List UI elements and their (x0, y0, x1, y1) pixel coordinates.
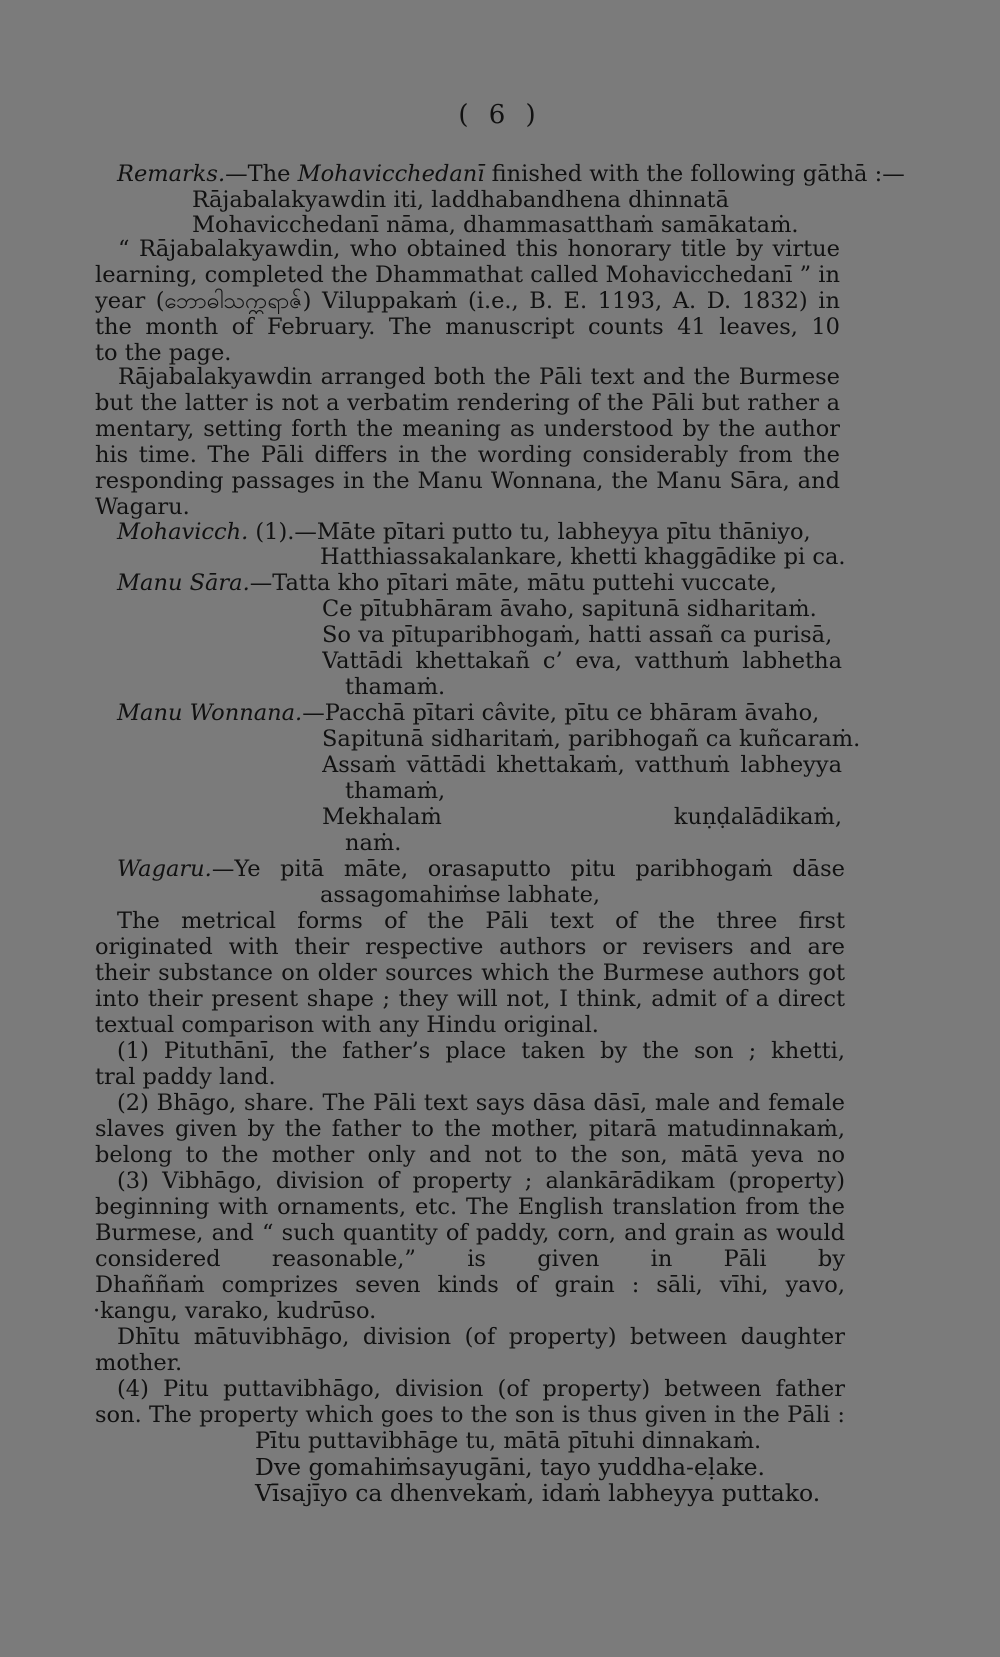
line-text: Sapitunā sidharitaṁ, paribhogañ ca kuñcaraṁ. (322, 726, 861, 752)
text-line (95, 1402, 845, 1428)
text-line (192, 212, 799, 238)
text-line (322, 752, 842, 778)
line-text: naṁ. (345, 830, 402, 856)
text-line (117, 700, 837, 726)
text-line (95, 442, 840, 468)
text-line (255, 1428, 775, 1454)
text-line (95, 1116, 845, 1142)
line-text: (2) Bhāgo, share. The Pāli text says dāsa dāsī, male and female (117, 1090, 845, 1116)
line-text: “ Rājabalakyawdin, who obtained this honorary title by virtue (118, 236, 840, 262)
line-text: Pītu puttavibhāge tu, mātā pītuhi dinnakaṁ. (255, 1428, 762, 1454)
section-lead: Manu Wonnana. (117, 700, 303, 726)
line-text: their substance on older sources which the Burmese authors got (95, 960, 845, 986)
text-line (95, 934, 845, 960)
line-text: Hatthiassakalankare, khetti khaggādike pi ca. (320, 544, 846, 570)
text-line (95, 1246, 845, 1272)
line-text: The metrical forms of the Pāli text of the three first (117, 908, 845, 934)
text-line (345, 778, 465, 804)
line-text: —The (225, 161, 298, 187)
text-line (320, 882, 620, 908)
line-text: responding passages in the Manu Wonnana, the Manu Sāra, and (95, 468, 840, 494)
line-text: —Tatta kho pītari māte, mātu puttehi vuccate, (249, 570, 777, 596)
text-line (322, 622, 832, 648)
text-line (118, 364, 840, 390)
line-text: (4) Pitu puttavibhāgo, division (of property) between father (117, 1376, 845, 1402)
text-line (95, 494, 215, 520)
line-text: belong to the mother only and not to the son, mātā yeva no (95, 1142, 845, 1168)
line-text: thamaṁ. (345, 674, 446, 700)
text-line (320, 544, 846, 570)
text-line (322, 648, 842, 674)
line-text: slaves given by the father to the mother, pitarā matudinnakaṁ, (95, 1116, 845, 1142)
line-text: Burmese, and “ such quantity of paddy, corn, and grain as would (95, 1220, 845, 1246)
text-line (192, 187, 732, 213)
text-line (95, 960, 845, 986)
text-line (95, 1194, 845, 1220)
text-line (322, 596, 822, 622)
line-text: Vīsajīyo ca dhenvekaṁ, idaṁ labheyya puttako. (255, 1479, 821, 1507)
text-line (322, 804, 842, 830)
text-line (95, 416, 840, 442)
text-line (95, 1272, 845, 1298)
line-text: son. The property which goes to the son is thus given in the Pāli : (95, 1402, 845, 1428)
line-text: Mohavicchedanī nāma, dhammasatthaṁ samākataṁ. (192, 212, 799, 238)
line-text: So va pītuparibhogaṁ, hatti assañ ca purisā, (322, 622, 833, 648)
section-lead: Wagaru. (117, 856, 212, 882)
line-text: Dve gomahiṁsayugāni, tayo yuddha-eḷake. (255, 1453, 766, 1481)
text-line (95, 986, 845, 1012)
line-text: the month of February. The manuscript counts 41 leaves, 10 (95, 314, 840, 340)
line-text: Mekhalaṁ kuṇḍalādikaṁ, (322, 804, 842, 830)
text-line (95, 1142, 845, 1168)
text-line (95, 314, 840, 340)
text-line (95, 262, 840, 288)
text-line (117, 1038, 845, 1064)
line-text: Ce pītubhāram āvaho, sapitunā sidharitaṁ. (322, 596, 817, 622)
line-text: finished with the following gāthā :— (484, 161, 905, 187)
text-line (95, 288, 840, 314)
text-line (95, 340, 295, 366)
line-text: tral paddy land. (95, 1064, 276, 1090)
line-text: but the latter is not a verbatim rendering of the Pāli but rather a (95, 390, 840, 416)
line-text: originated with their respective authors or revisers and are (95, 934, 845, 960)
line-text: —Ye pitā māte, orasaputto pitu paribhogaṁ dāse (211, 856, 845, 882)
line-text: (1) Pituthānī, the father’s place taken by the son ; khetti, (117, 1038, 845, 1064)
text-line (93, 1298, 393, 1324)
line-text: learning, completed the Dhammathat called Mohavicchedanī ” in (95, 262, 840, 288)
line-text: beginning with ornaments, etc. The English translation from the (95, 1194, 845, 1220)
line-text: textual comparison with any Hindu original. (95, 1012, 599, 1038)
text-line (255, 1479, 821, 1507)
line-text: to the page. (95, 340, 232, 366)
line-text: Dhītu mātuvibhāgo, division (of property) between daughter (117, 1324, 845, 1350)
text-line (118, 236, 840, 262)
text-line (117, 161, 905, 187)
line-text: Assaṁ vāttādi khettakaṁ, vatthuṁ labheyya (322, 752, 842, 778)
section-lead: Mohavicch. (117, 519, 249, 545)
text-line (345, 674, 465, 700)
text-line (117, 1376, 845, 1402)
text-line (117, 519, 837, 545)
text-line (95, 1220, 845, 1246)
text-line (117, 856, 845, 882)
line-text: ·kangu, varako, kudrūso. (93, 1298, 377, 1324)
line-text: mother. (95, 1350, 183, 1376)
line-text: his time. The Pāli differs in the wording considerably from the (95, 442, 840, 468)
line-text: into their present shape ; they will not, I think, admit of a direct (95, 986, 845, 1012)
text-line (117, 908, 845, 934)
text-line (117, 570, 837, 596)
line-text: assagomahiṁse labhate, (320, 882, 601, 908)
line-text: —Pacchā pītari câvite, pītu ce bhāram āvaho, (302, 700, 820, 726)
text-line (95, 1012, 635, 1038)
text-line (345, 830, 425, 856)
line-text: thamaṁ, (345, 778, 446, 804)
line-text: Wagaru. (95, 494, 190, 520)
section-lead: Remarks. (117, 161, 226, 187)
text-line (117, 1168, 845, 1194)
line-text: Rājabalakyawdin iti, laddhabandhena dhinnatā (192, 187, 730, 213)
line-text: mentary, setting forth the meaning as understood by the author (95, 416, 840, 442)
italic-text: Mohavicchedanī (297, 161, 485, 187)
text-line (117, 1324, 845, 1350)
line-text: year (ဘောဓါသက္ကရာဇ်) Viluppakaṁ (i.e., B. E. 1193, A. D. 1832) in (95, 288, 840, 314)
text-line (95, 1064, 295, 1090)
text-line (95, 1350, 205, 1376)
line-text: (3) Vibhāgo, division of property ; alankārādikam (property) (117, 1168, 845, 1194)
line-text: Dhaññaṁ comprizes seven kinds of grain : sāli, vīhi, yavo, (95, 1272, 845, 1298)
line-text: considered reasonable,” is given in Pāli by (95, 1246, 845, 1272)
text-line (117, 1090, 845, 1116)
text-line (255, 1454, 775, 1480)
text-line (95, 468, 840, 494)
section-lead: Manu Sāra. (117, 570, 250, 596)
page-number: ( 6 ) (458, 100, 542, 130)
line-text: Rājabalakyawdin arranged both the Pāli text and the Burmese (118, 364, 840, 390)
line-text: Vattādi khettakañ c’ eva, vatthuṁ labhetha (322, 648, 842, 674)
text-line (95, 390, 840, 416)
line-text: (1).—Māte pītari putto tu, labheyya pītu thāniyo, (248, 519, 811, 545)
text-line (322, 726, 861, 752)
